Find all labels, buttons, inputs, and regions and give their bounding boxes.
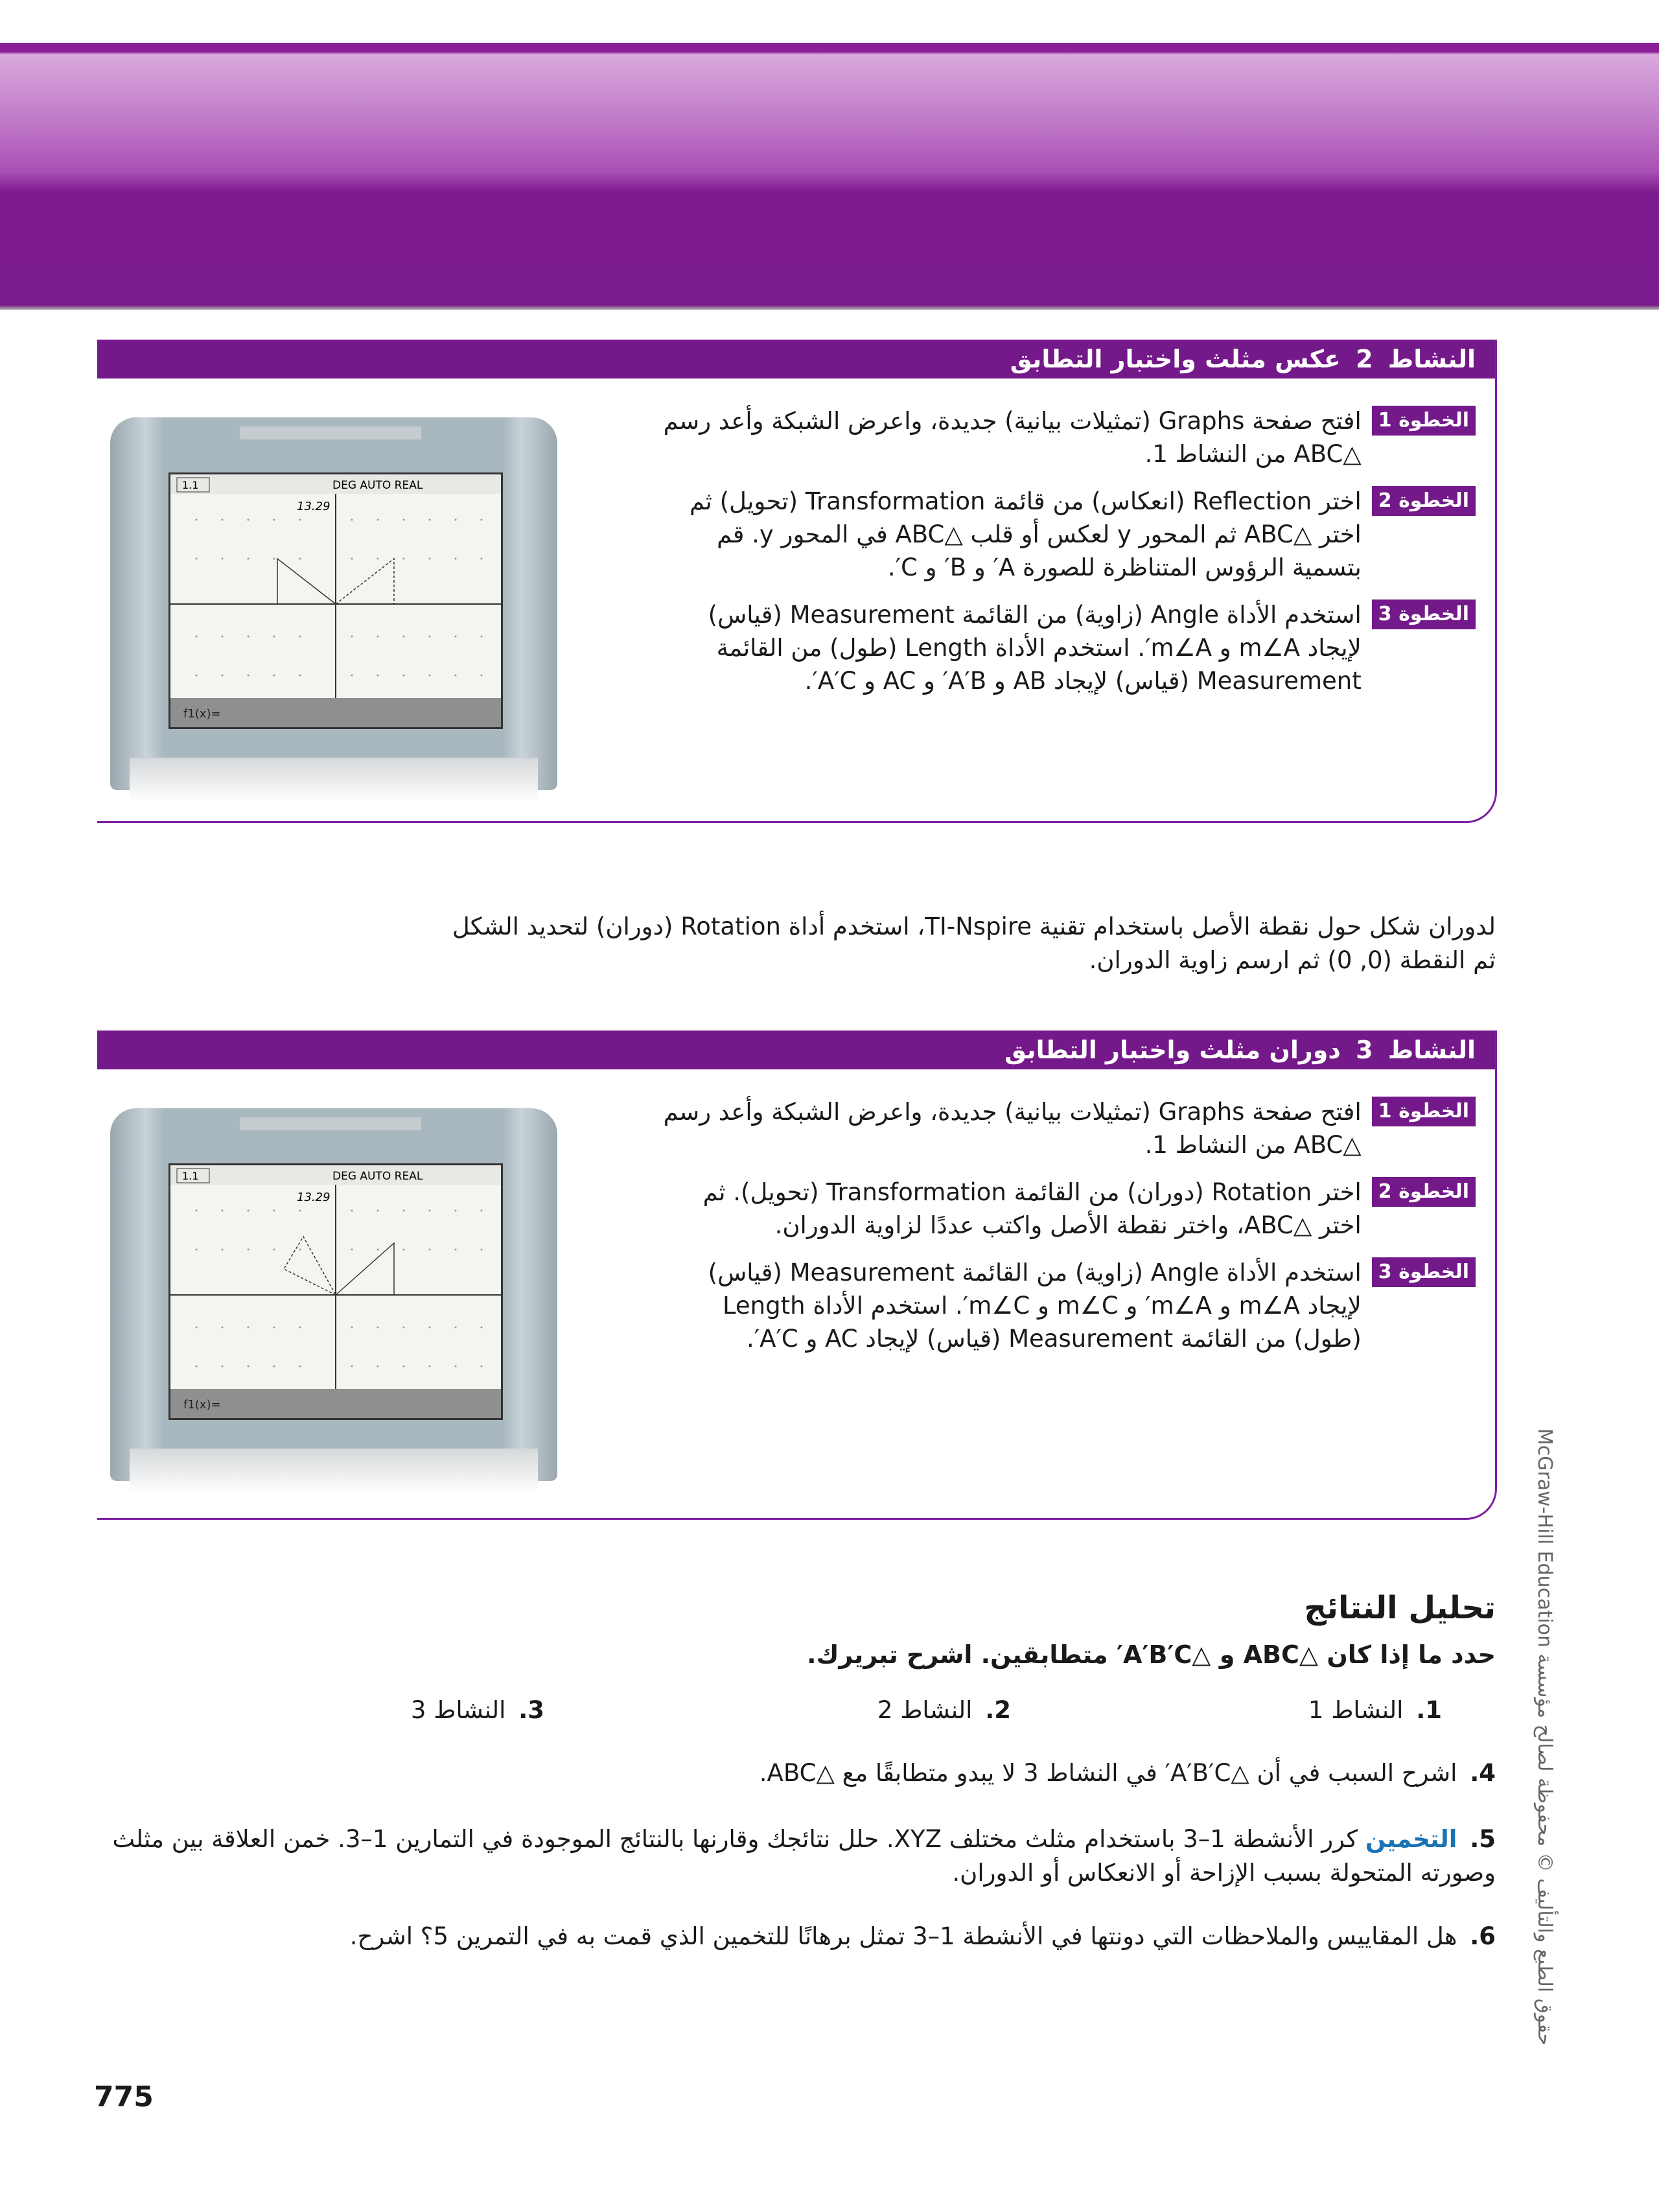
- step-tag: الخطوة 3: [1372, 1257, 1476, 1287]
- analysis-question: حدد ما إذا كان △ABC و △A′B′C′ متطابقين. اشرح تبريرك.: [807, 1640, 1496, 1669]
- calculator-screen: [168, 1163, 503, 1420]
- activity-2-number: 2: [1356, 345, 1373, 373]
- step-item: [659, 1256, 1476, 1355]
- rotation-intro: لدوران شكل حول نقطة الأصل باستخدام تقنية TI-Nspire، استخدم أداة Rotation (دوران) لتحديد الشكل ثم النقطة (0, 0) ثم ارسم زاوية الدوران.: [452, 913, 1496, 974]
- item-text: النشاط 1: [1308, 1696, 1404, 1724]
- calc-function-entry: f1(x)=: [183, 1398, 221, 1412]
- page-number: 775: [94, 2080, 154, 2113]
- item-number: 5.: [1470, 1825, 1496, 1853]
- item-number: 4.: [1470, 1759, 1496, 1787]
- item-text: كرر الأنشطة 1–3 باستخدام مثلث مختلف XYZ. حلل نتائجك وقارنها بالنتائج الموجودة في التمارين 1–3. خمن العلاقة بين مثلث وصورته المتحولة بسبب الإزاحة أو الانعكاس أو الدوران.: [112, 1825, 1496, 1887]
- activity-3-steps: [659, 1095, 1476, 1369]
- list-item: [1308, 1694, 1442, 1727]
- activity-3-box: [97, 1030, 1497, 1520]
- activity-2-label: النشاط: [1387, 345, 1476, 373]
- list-item: [135, 1920, 1496, 1953]
- activity-2-box: [97, 340, 1497, 823]
- calc-function-entry: f1(x)=: [183, 707, 221, 721]
- step-item: [659, 1095, 1476, 1161]
- activity-2-steps: [659, 404, 1476, 712]
- calculator-image: [110, 1108, 557, 1481]
- step-item: [659, 1176, 1476, 1242]
- item-text: اشرح السبب في أن △A′B′C′ في النشاط 3 لا يبدو متطابقًا مع △ABC.: [759, 1759, 1457, 1787]
- calc-tab: 1.1: [182, 1170, 199, 1182]
- step-item: [659, 404, 1476, 471]
- step-text: استخدم الأداة Angle (زاوية) من القائمة Measurement (قياس) لإيجاد m∠A و m∠A′. استخدم الأداة Length (طول) من القائمة Measurement (قياس) لإيجاد AB و A′B′ و AC و A′C′.: [708, 601, 1362, 695]
- step-tag: الخطوة 1: [1372, 1097, 1476, 1126]
- item-text: هل المقاييس والملاحظات التي دونتها في الأنشطة 1–3 تمثل برهانًا للتخمين الذي قمت به في التمرين 5؟ اشرح.: [349, 1922, 1457, 1950]
- copyright-notice: حقوق الطبع والتأليف © محفوظة لصالح مؤسسة McGraw-Hill Education: [1533, 1428, 1556, 2046]
- activity-2-title: عكس مثلث واختبار التطابق: [1010, 345, 1341, 373]
- header-band: [0, 43, 1659, 310]
- step-tag: الخطوة 3: [1372, 600, 1476, 629]
- step-tag: الخطوة 2: [1372, 486, 1476, 516]
- list-item: [102, 1822, 1496, 1890]
- step-item: [659, 598, 1476, 697]
- conjecture-label: التخمين: [1365, 1825, 1457, 1853]
- calc-tab: 1.1: [182, 479, 199, 491]
- item-text: النشاط 2: [877, 1696, 973, 1724]
- step-text: افتح صفحة Graphs (تمثيلات بيانية) جديدة، واعرض الشبكة وأعد رسم △ABC من النشاط 1.: [663, 1098, 1362, 1159]
- rotation-graph: [170, 1165, 501, 1418]
- step-text: افتح صفحة Graphs (تمثيلات بيانية) جديدة، واعرض الشبكة وأعد رسم △ABC من النشاط 1.: [663, 407, 1362, 468]
- step-tag: الخطوة 1: [1372, 406, 1476, 436]
- step-item: [659, 485, 1476, 584]
- reflection-graph: [170, 474, 501, 727]
- step-text: اختر Reflection (انعكاس) من قائمة Transformation (تحويل) ثم اختر △ABC ثم المحور y لعكس أو قلب △ABC في المحور y. قم بتسمية الرؤوس المتناظرة للصورة A′ و B′ و C′.: [689, 487, 1362, 581]
- list-item: [200, 1756, 1496, 1790]
- activity-2-header: [97, 340, 1495, 378]
- calc-y-value: 13.29: [297, 500, 331, 513]
- calculator-image: [110, 417, 557, 790]
- step-text: اختر Rotation (دوران) من القائمة Transformation (تحويل). ثم اختر △ABC، واختر نقطة الأصل واكتب عددًا لزاوية الدوران.: [702, 1178, 1362, 1239]
- calc-mode: DEG AUTO REAL: [332, 1170, 423, 1183]
- item-text: النشاط 3: [410, 1696, 506, 1724]
- activity-3-title: دوران مثلث واختبار التطابق: [1004, 1036, 1341, 1064]
- calc-mode: DEG AUTO REAL: [332, 479, 423, 492]
- item-number: 3.: [518, 1696, 544, 1724]
- activity-3-label: النشاط: [1387, 1036, 1476, 1064]
- calculator-screen: [168, 472, 503, 729]
- activity-3-number: 3: [1356, 1036, 1373, 1064]
- calc-y-value: 13.29: [297, 1191, 331, 1204]
- list-item: [877, 1694, 1011, 1727]
- item-number: 6.: [1470, 1922, 1496, 1950]
- step-text: استخدم الأداة Angle (زاوية) من القائمة Measurement (قياس) لإيجاد m∠A و m∠A′ و m∠C و m∠C′. استخدم الأداة Length (طول) من القائمة Measurement (قياس) لإيجاد AC و A′C′.: [708, 1259, 1362, 1353]
- analysis-title: تحليل النتائج: [1304, 1590, 1496, 1626]
- item-number: 1.: [1416, 1696, 1442, 1724]
- list-item: [411, 1694, 544, 1727]
- activity-3-header: [97, 1030, 1495, 1069]
- step-tag: الخطوة 2: [1372, 1177, 1476, 1207]
- item-number: 2.: [985, 1696, 1011, 1724]
